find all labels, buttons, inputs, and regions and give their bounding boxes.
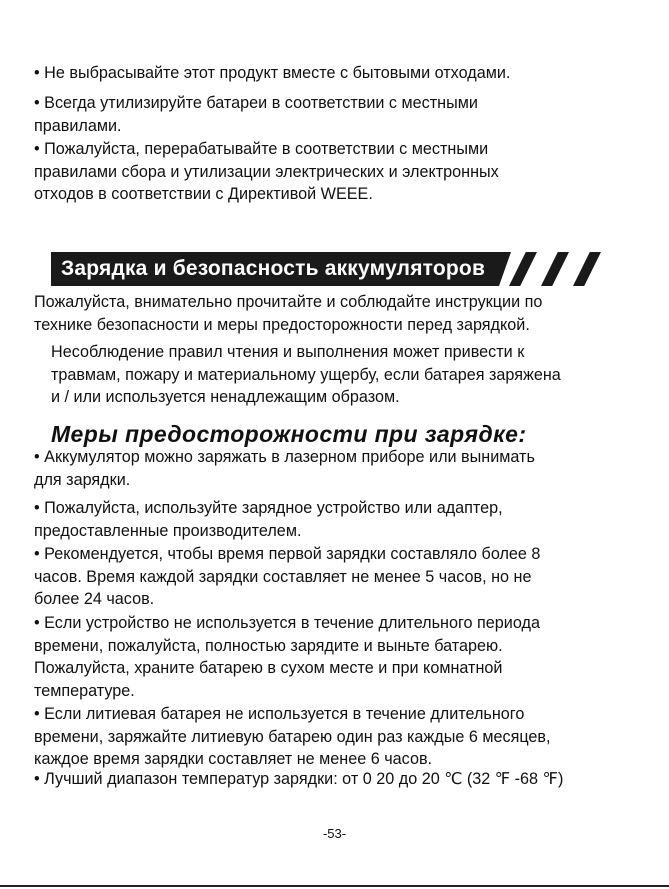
disposal-item-2 xyxy=(34,92,634,137)
text-line: • Если литиевая батарея не используется в течение длительного xyxy=(34,705,525,723)
text-line: температуре. xyxy=(34,681,135,700)
text-line: • Рекомендуется, чтобы время первой зарядки составляло более 8 xyxy=(34,545,541,563)
text-line: Пожалуйста, храните батарею в сухом месте и при комнатной xyxy=(34,659,503,678)
precaution-item-4 xyxy=(34,612,634,702)
text-line: отходов в соответствии с Директивой WEEE. xyxy=(34,185,373,204)
precaution-item-5 xyxy=(34,703,634,771)
text-line: времени, пожалуйста, полностью зарядите и выньте батарею. xyxy=(34,636,503,655)
text-line: часов. Время каждой зарядки составляет не менее 5 часов, но не xyxy=(34,567,532,586)
precaution-item-6 xyxy=(34,768,634,791)
text-line: • Аккумулятор можно заряжать в лазерном приборе или вынимать xyxy=(34,448,535,466)
text-line: • Пожалуйста, используйте зарядное устройство или адаптер, xyxy=(34,499,503,517)
text-line: технике безопасности и меры предосторожности перед зарядкой. xyxy=(34,315,530,334)
text-line: травмам, пожару и материальному ущербу, если батарея заряжена xyxy=(51,365,561,384)
banner-stripe-icon xyxy=(509,252,537,286)
text-line: времени, заряжайте литиевую батарею один раз каждые 6 месяцев, xyxy=(34,727,551,746)
section-title: Зарядка и безопасность аккумуляторов xyxy=(61,257,486,280)
section-banner xyxy=(51,252,611,286)
disposal-item-1 xyxy=(34,62,634,85)
text-line: предоставленные производителем. xyxy=(34,521,302,540)
banner-stripe-icon xyxy=(573,252,601,286)
text-line: каждое время зарядки составляет не менее 6 часов. xyxy=(34,750,433,769)
text-line: и / или используется ненадлежащим образом. xyxy=(51,388,400,407)
page-number: -53- xyxy=(322,826,347,841)
text-line: более 24 часов. xyxy=(34,590,155,609)
precaution-item-3 xyxy=(34,543,634,611)
text-line: • Если устройство не используется в течение длительного периода xyxy=(34,614,540,632)
text-line: правилами. xyxy=(34,116,122,135)
banner-stripe-icon xyxy=(541,252,569,286)
text-line: • Всегда утилизируйте батареи в соответствии с местными xyxy=(34,94,478,112)
text-line: Пожалуйста, внимательно прочитайте и соблюдайте инструкции по xyxy=(34,293,543,311)
text-line: • Лучший диапазон температур зарядки: от 0 20 до 20 ℃ (32 ℉ -68 ℉) xyxy=(34,770,564,788)
text-line: • Не выбрасывайте этот продукт вместе с бытовыми отходами. xyxy=(34,64,511,82)
precaution-item-1 xyxy=(34,446,634,491)
intro-paragraph-1 xyxy=(34,291,634,336)
disposal-item-3 xyxy=(34,138,634,206)
precaution-item-2 xyxy=(34,497,634,542)
intro-paragraph-2 xyxy=(51,341,651,409)
precautions-title: Меры предосторожности при зарядке: xyxy=(51,421,527,447)
bottom-divider xyxy=(0,885,669,887)
text-line: правилами сбора и утилизации электрических и электронных xyxy=(34,162,499,181)
text-line: для зарядки. xyxy=(34,470,131,489)
text-line: Несоблюдение правил чтения и выполнения может привести к xyxy=(51,343,525,361)
text-line: • Пожалуйста, перерабатывайте в соответствии с местными xyxy=(34,140,489,158)
